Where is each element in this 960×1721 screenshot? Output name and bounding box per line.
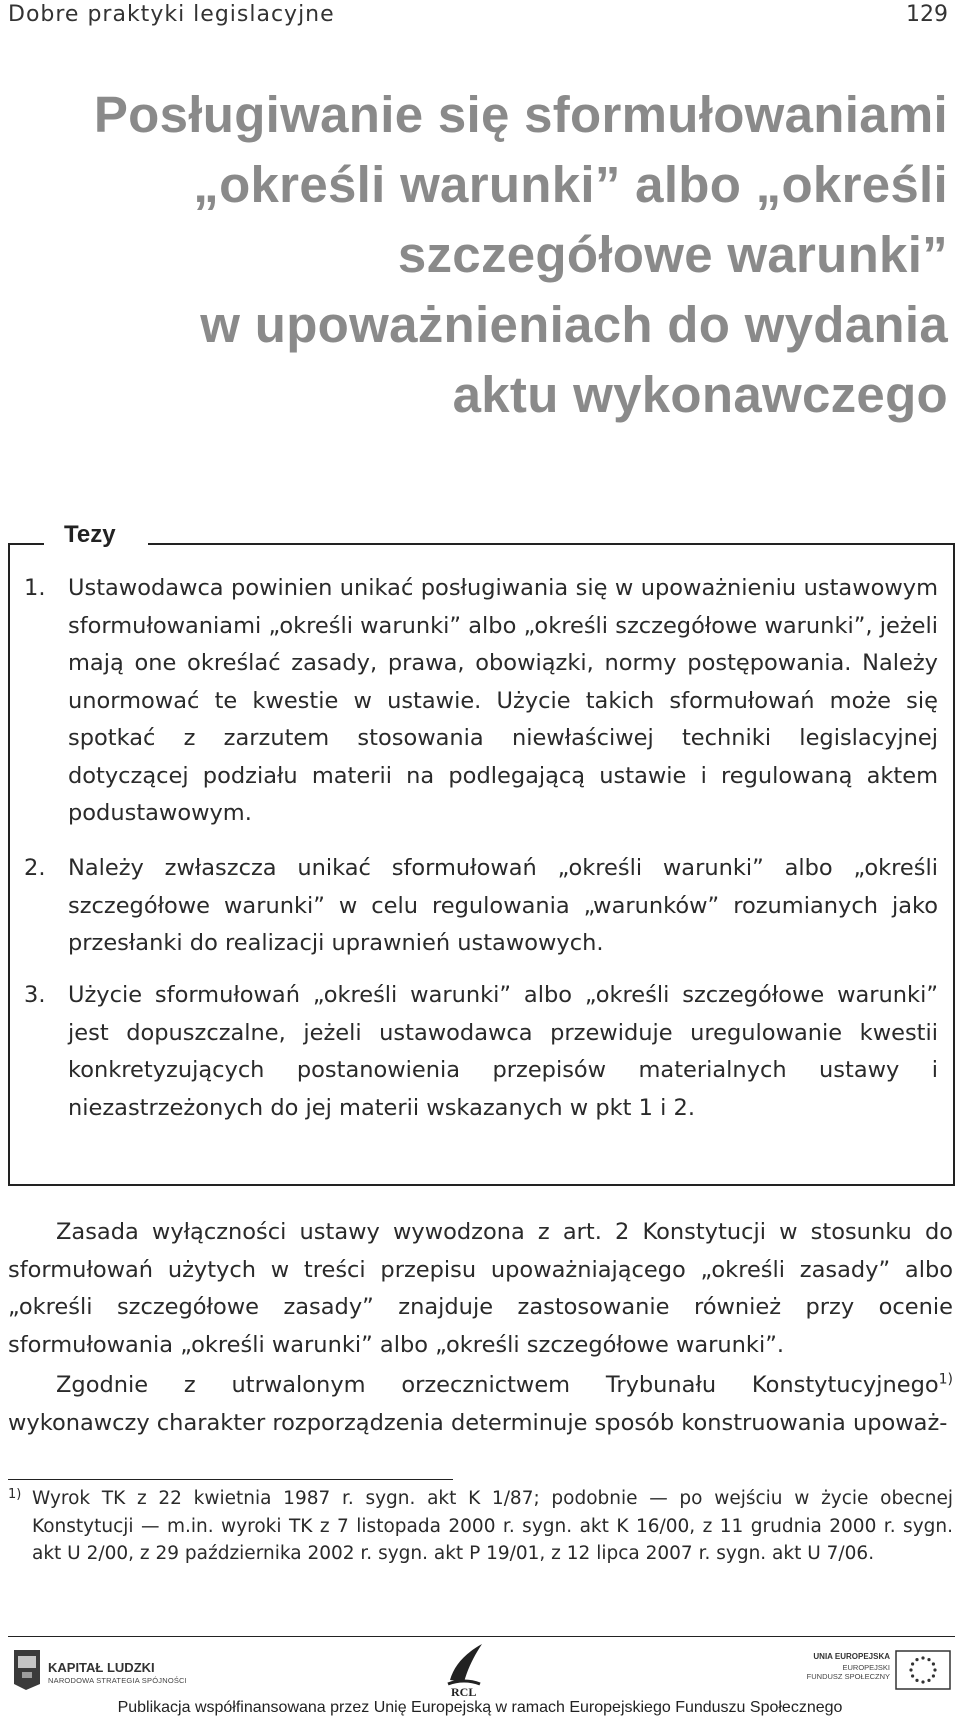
title-line: aktu wykonawczego bbox=[452, 366, 948, 423]
thesis-text: Ustawodawca powinien unikać posługiwania się w upoważnieniu ustawowym sformułowaniami „określi warunki” albo „określi szczegółowe warunki”, jeżeli mają one określać zasady, prawa, obowiązki, normy postępowania. Należy unormować te kwestie w ustawie. Użycie takich sformułowań może się spotkać z zarzutem stosowania niewłaściwej techniki legislacyjnej dotyczącej podziału materii na podlegającą ustawie i regulowaną aktem podustawowym. bbox=[68, 575, 938, 826]
footnote-rule bbox=[8, 1479, 453, 1480]
eu-flag-icon bbox=[895, 1650, 951, 1690]
logo-left-title: KAPITAŁ LUDZKI bbox=[48, 1660, 155, 1675]
thesis-item bbox=[24, 570, 938, 833]
thesis-item bbox=[24, 850, 938, 963]
footnote bbox=[8, 1485, 953, 1568]
logo-right-line1: UNIA EUROPEJSKA bbox=[813, 1652, 890, 1661]
title-line: Posługiwanie się sformułowaniami bbox=[93, 86, 948, 143]
thesis-number: 3. bbox=[24, 982, 46, 1008]
thesis-number: 2. bbox=[24, 855, 46, 881]
logo-center-text: RCL bbox=[451, 1685, 477, 1699]
paragraph-text: Zgodnie z utrwalonym orzecznictwem Trybunału Konstytucyjnego bbox=[56, 1372, 939, 1398]
footer-rule bbox=[8, 1636, 955, 1637]
box-top-rule-right bbox=[148, 543, 955, 545]
footnote-text: Wyrok TK z 22 kwietnia 1987 r. sygn. akt K 1/87; podobnie — po wejściu w życie obecnej Konstytucji — m.in. wyroki TK z 7 listopada 2000 r. sygn. akt K 16/00, z 11 grudnia 2000 r. sygn. akt U 2/00, z 29 października 2002 r. sygn. akt P 19/01, z 12 lipca 2007 r. sygn. akt U 7/06. bbox=[32, 1488, 953, 1564]
publication-note: Publikacja współfinansowana przez Unię Europejską w ramach Europejskiego Funduszu Społecznego bbox=[117, 1699, 843, 1716]
thesis-text: Użycie sformułowań „określi warunki” albo „określi szczegółowe warunki” jest dopuszczalne, jeżeli ustawodawca przewiduje uregulowanie kwestii konkretyzujących postanowienia przepisów materialnych ustawy i niezastrzeżonych do jej materii wskazanych w pkt 1 i 2. bbox=[68, 982, 938, 1121]
body-paragraph: Zasada wyłączności ustawy wywodzona z art. 2 Konstytucji w stosunku do sformułowań użytych w treści przepisu upoważniającego „określi zasady” albo „określi szczegółowe zasady” znajduje zastosowanie również przy ocenie sformułowania „określi warunki” albo „określi szczegółowe warunki”. bbox=[8, 1219, 953, 1358]
thesis-item bbox=[24, 977, 938, 1127]
page-number: 129 bbox=[906, 2, 948, 27]
title-line: „określi warunki” albo „określi bbox=[193, 156, 948, 213]
title-line: szczegółowe warunki” bbox=[397, 226, 948, 283]
logo-right-line2: EUROPEJSKI bbox=[842, 1663, 890, 1672]
theses-label: Tezy bbox=[64, 521, 116, 548]
thesis-text: Należy zwłaszcza unikać sformułowań „określi warunki” albo „określi szczegółowe warunki” w celu regulowania „warunków” rozumianych jako przesłanki do realizacji uprawnień ustawowych. bbox=[68, 855, 938, 956]
box-top-rule-left bbox=[8, 543, 44, 545]
logo-right-line3: FUNDUSZ SPOŁECZNY bbox=[806, 1672, 890, 1681]
footnote-marker: 1) bbox=[8, 1487, 22, 1502]
logo-left-subtitle: NARODOWA STRATEGIA SPÓJNOŚCI bbox=[48, 1676, 187, 1685]
thesis-number: 1. bbox=[24, 575, 46, 601]
body-paragraph bbox=[8, 1367, 953, 1442]
running-title: Dobre praktyki legislacyjne bbox=[8, 2, 335, 27]
chapter-title bbox=[48, 80, 948, 430]
paragraph-text: wykonawczy charakter rozporządzenia determinuje sposób konstruowania upoważ- bbox=[8, 1409, 948, 1436]
title-line: w upoważnieniach do wydania bbox=[200, 296, 948, 353]
footnote-reference[interactable]: 1) bbox=[938, 1371, 953, 1388]
